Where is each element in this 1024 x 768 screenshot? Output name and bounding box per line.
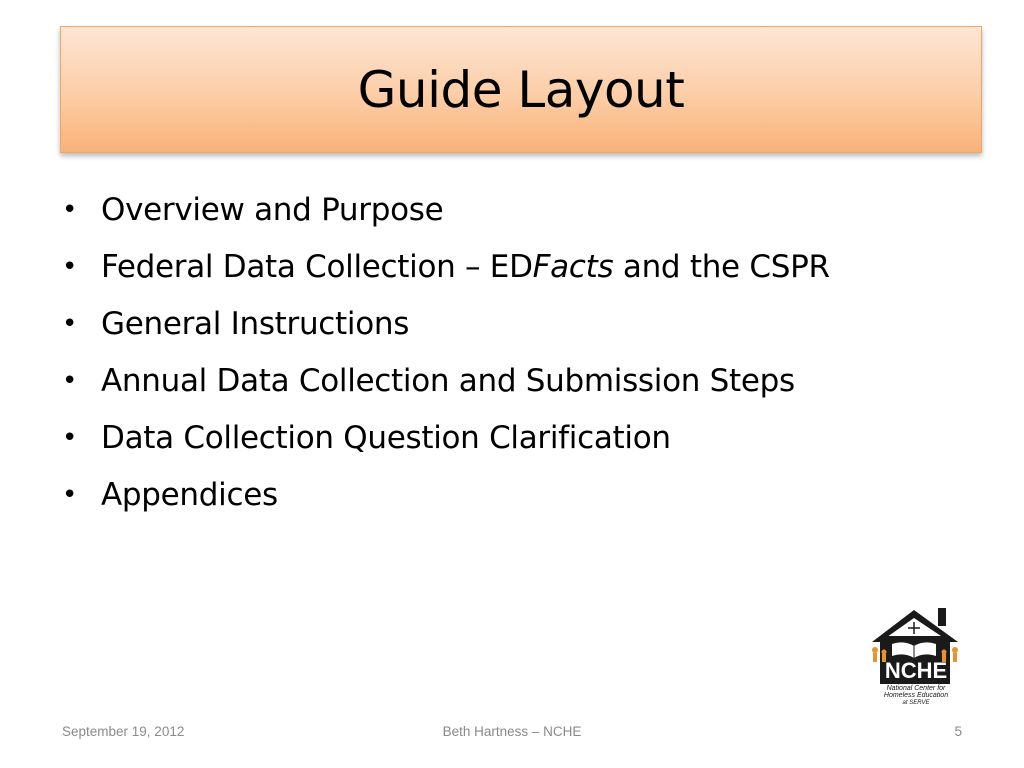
bullet-item [60,412,960,469]
bullet-item [60,298,960,355]
bullet-text: Appendices [101,477,278,513]
bullet-glyph: • [62,252,78,282]
footer-presenter: Beth Hartness – NCHE [442,724,582,739]
logo-caption-line: Homeless Education [883,692,949,699]
logo-caption-line: at SERVE [902,700,930,706]
slide-number: 5 [954,724,962,739]
bullet-text: Annual Data Collection and Submission Steps [101,363,795,399]
bullet-text-part: Federal Data Collection – ED [101,249,533,285]
nche-logo [870,606,962,706]
bullet-text: General Instructions [101,306,410,342]
bullet-item [60,469,960,526]
bullet-glyph: • [62,480,78,510]
bullet-item [60,355,960,412]
bullet-glyph: • [62,309,78,339]
bullet-text: Data Collection Question Clarification [101,420,671,456]
bullet-glyph: • [62,423,78,453]
bullet-item [60,241,960,298]
title-banner [60,26,982,153]
bullet-text-part: and the CSPR [613,249,830,285]
bullet-item [60,184,960,241]
bullet-glyph: • [62,195,78,225]
bullet-text [101,249,830,285]
bullet-text-italic: Facts [532,249,614,285]
logo-acronym: NCHE [884,658,948,683]
bullet-list [60,184,960,526]
bullet-glyph: • [62,366,78,396]
footer-date: September 19, 2012 [62,724,185,739]
logo-caption-line: National Center for [886,685,946,692]
bullet-text: Overview and Purpose [101,192,444,228]
slide-title: Guide Layout [357,60,685,119]
